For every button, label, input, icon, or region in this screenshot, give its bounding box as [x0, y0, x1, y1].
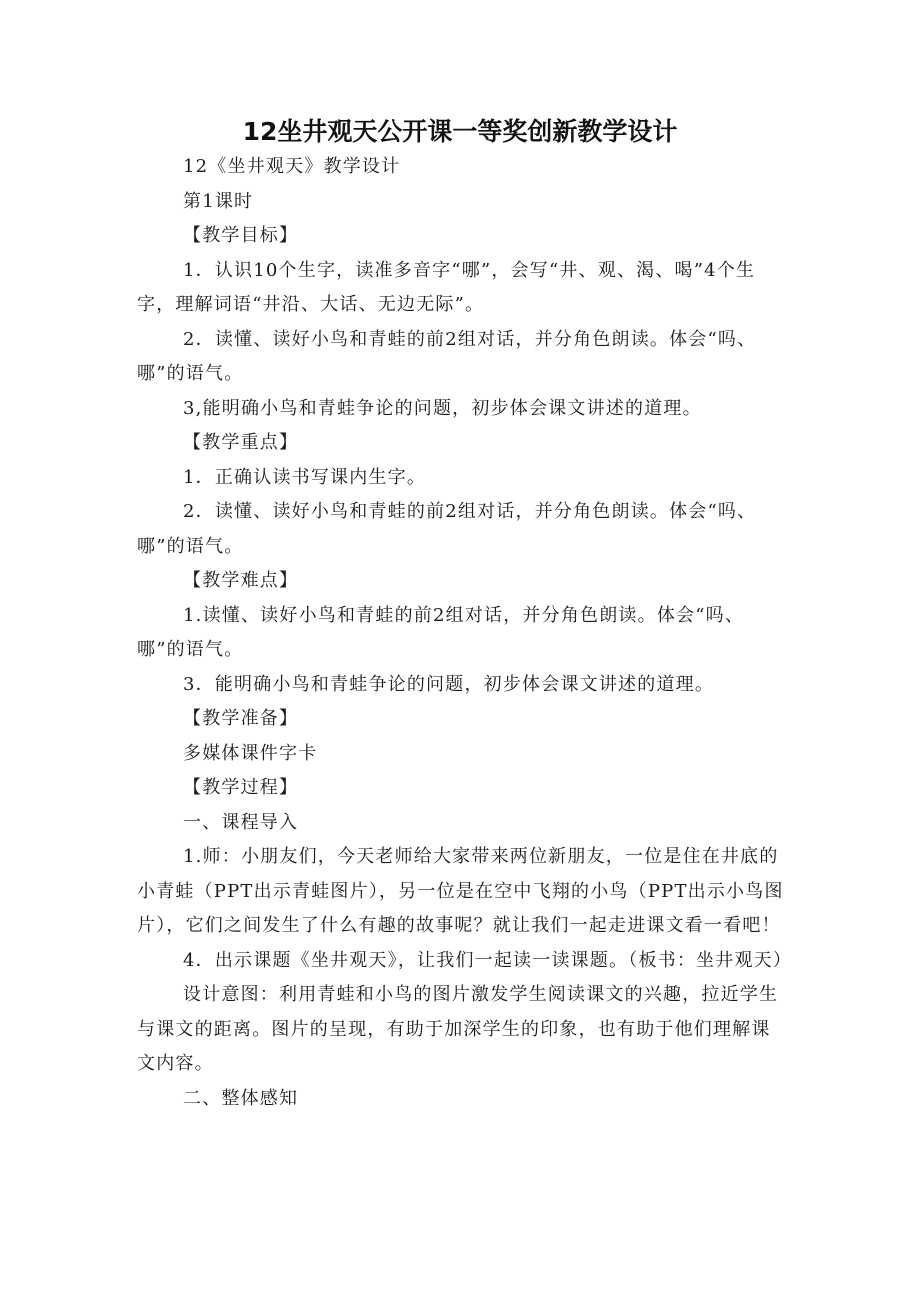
- document-title: 12坐井观天公开课一等奖创新教学设计: [242, 117, 678, 146]
- paragraph: 4．出示课题《坐井观天》，让我们一起读一读课题。（板书：坐井观天）: [183, 949, 793, 971]
- paragraph: 设计意图：利用青蛙和小鸟的图片激发学生阅读课文的兴趣，拉近学生与课文的距离。图片的呈现，有助于加深学生的印象，也有助于他们理解课文内容。: [137, 984, 779, 1074]
- paragraph: 第1课时: [183, 190, 254, 212]
- paragraph: 1．正确认读书写课内生字。: [183, 466, 427, 488]
- section-heading: 【教学过程】: [183, 777, 299, 798]
- paragraph: 12《坐井观天》教学设计: [183, 156, 401, 177]
- paragraph: 3,能明确小鸟和青蛙争论的问题，初步体会课文讲述的道理。: [183, 397, 702, 419]
- paragraph: 1.读懂、读好小鸟和青蛙的前2组对话，并分角色朗读。体会“吗、哪”的语气。: [137, 604, 745, 660]
- document-body: [137, 150, 793, 1116]
- paragraph: 1．认识10个生字，读准多音字“哪”，会写“井、观、渴、喝”4个生字，理解词语“井沿、大话、无边无际”。: [137, 259, 756, 315]
- paragraph: 2．读懂、读好小鸟和青蛙的前2组对话，并分角色朗读。体会“吗、哪”的语气。: [137, 328, 757, 384]
- paragraph: 一、课程导入: [183, 811, 299, 833]
- section-heading: 【教学准备】: [183, 708, 299, 729]
- paragraph: 2．读懂、读好小鸟和青蛙的前2组对话，并分角色朗读。体会“吗、哪”的语气。: [137, 501, 757, 557]
- section-heading: 【教学重点】: [183, 432, 299, 453]
- section-heading: 【教学目标】: [183, 225, 299, 246]
- paragraph: 3．能明确小鸟和青蛙争论的问题，初步体会课文讲述的道理。: [183, 673, 715, 695]
- section-heading: 【教学难点】: [183, 570, 299, 591]
- paragraph: 二、整体感知: [183, 1087, 299, 1109]
- paragraph: 1.师：小朋友们，今天老师给大家带来两位新朋友，一位是住在井底的小青蛙（PPT出示青蛙图片），另一位是在空中飞翔的小鸟（PPT出示小鸟图片），它们之间发生了什么有趣的故事呢？就让我们一起走进课文看一看吧！: [137, 846, 784, 936]
- paragraph: 多媒体课件字卡: [183, 742, 318, 764]
